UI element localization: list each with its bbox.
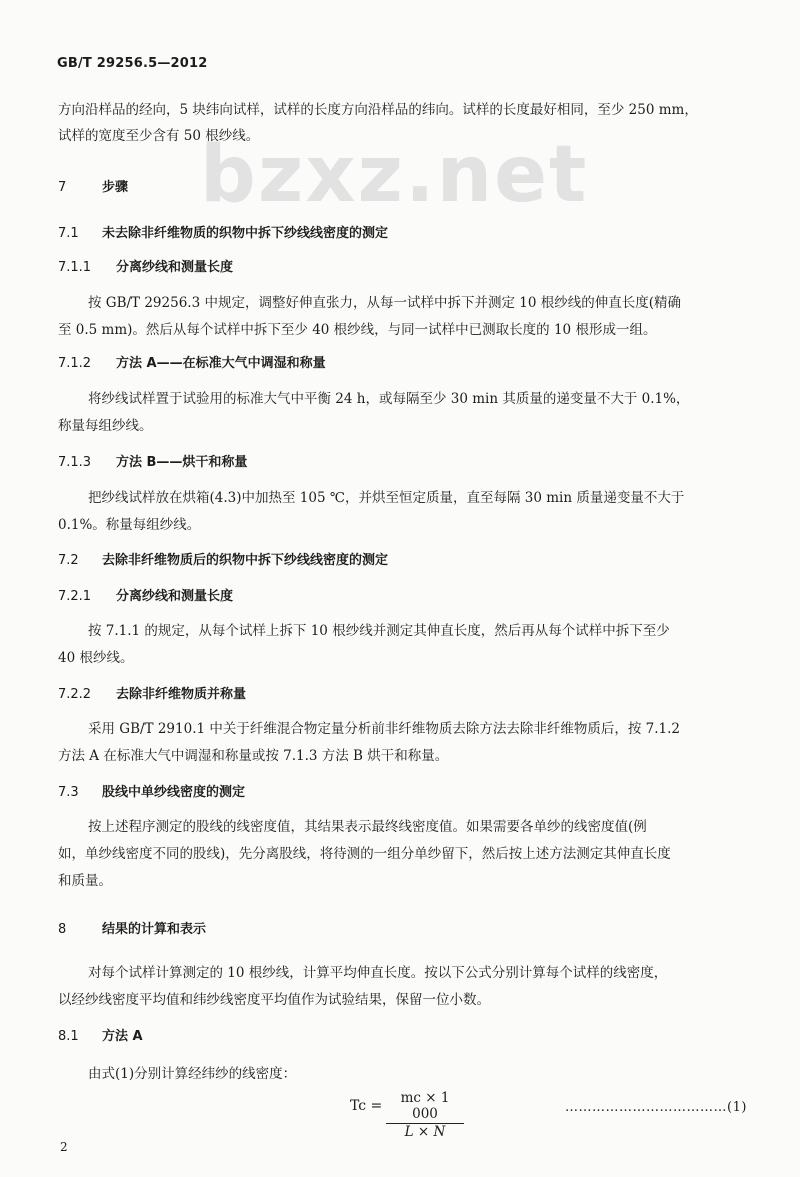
section-title: 去除非纤维物质并称量 (116, 687, 247, 702)
section-title: 股线中单纱线密度的测定 (102, 785, 246, 800)
section-8-1-heading (58, 1025, 143, 1044)
para-7-1-2-line-1: 将纱线试样置于试验用的标准大气中平衡 24 h，或每隔至少 30 min 其质量的递变量不大于 0.1%， (88, 391, 690, 407)
para-7-2-1-line-2: 40 根纱线。 (58, 650, 134, 666)
section-title: 方法 B——烘干和称量 (116, 455, 248, 470)
section-number: 7.1 (58, 226, 79, 241)
para-7-1-3-line-2: 0.1%。称量每组纱线。 (58, 517, 201, 533)
para-7-3-line-1: 按上述程序测定的股线的线密度值，其结果表示最终线密度值。如果需要各单纱的线密度值(例 (88, 819, 647, 835)
para-8-line-2: 以经纱线密度平均值和纬纱线密度平均值作为试验结果，保留一位小数。 (58, 992, 490, 1008)
page-number: 2 (60, 1140, 68, 1154)
watermark: bzxz.net (200, 130, 589, 220)
para-7-1-1-line-1: 按 GB/T 29256.3 中规定，调整好伸直张力，从每一试样中拆下并测定 10 根纱线的伸直长度(精确 (88, 295, 681, 311)
section-title: 步骤 (102, 180, 129, 195)
equation-reference: ………………………………(1) (565, 1100, 747, 1115)
section-title: 未去除非纤维物质的织物中拆下纱线线密度的测定 (102, 226, 389, 241)
para-7-1-1-line-2: 至 0.5 mm)。然后从每个试样中拆下至少 40 根纱线，与同一试样中已测取长度的 10 根形成一组。 (58, 322, 657, 338)
section-number: 7.1.3 (58, 455, 92, 470)
section-number: 7 (58, 180, 67, 195)
para-7-3-line-2: 如，单纱线密度不同的股线)，先分离股线，将待测的一组分单纱留下，然后按上述方法测定其伸直长度 (58, 846, 671, 862)
section-number: 7.2.1 (58, 589, 92, 604)
section-7-1-1-heading (58, 256, 233, 275)
section-8-heading (58, 918, 206, 937)
para-7-2-1-line-1: 按 7.1.1 的规定，从每个试样上拆下 10 根纱线并测定其伸直长度，然后再从每个试样中拆下至少 (88, 623, 670, 639)
section-7-2-heading (58, 549, 388, 568)
section-7-2-2-heading (58, 683, 246, 702)
para-8-1: 由式(1)分别计算经纬纱的线密度： (88, 1066, 297, 1082)
standard-number: GB/T 29256.5—2012 (57, 56, 208, 71)
section-number: 7.2 (58, 553, 79, 568)
section-7-1-2-heading (58, 352, 326, 371)
section-7-heading (58, 176, 128, 195)
section-number: 7.2.2 (58, 687, 92, 702)
section-7-1-heading (58, 222, 388, 241)
section-title: 去除非纤维物质后的织物中拆下纱线线密度的测定 (102, 553, 389, 568)
para-7-2-2-line-1: 采用 GB/T 2910.1 中关于纤维混合物定量分析前非纤维物质去除方法去除非纤维物质后，按 7.1.2 (88, 721, 681, 737)
para-8-line-1: 对每个试样计算测定的 10 根纱线，计算平均伸直长度。按以下公式分别计算每个试样的线密度， (88, 965, 668, 981)
section-7-2-1-heading (58, 585, 233, 604)
section-number: 7.3 (58, 785, 79, 800)
para-7-3-line-3: 和质量。 (58, 873, 112, 889)
formula-numerator: mc × 1 000 (386, 1090, 464, 1124)
section-number: 8 (58, 922, 67, 937)
intro-line-2: 试样的宽度至少含有 50 根纱线。 (58, 128, 260, 144)
section-7-1-3-heading (58, 451, 247, 470)
section-title: 方法 A (102, 1029, 143, 1044)
section-title: 分离纱线和测量长度 (116, 260, 234, 275)
para-7-2-2-line-2: 方法 A 在标准大气中调湿和称量或按 7.1.3 方法 B 烘干和称量。 (58, 748, 449, 764)
section-title: 结果的计算和表示 (102, 922, 207, 937)
para-7-1-3-line-1: 把纱线试样放在烘箱(4.3)中加热至 105 ℃，并烘至恒定质量，直至每隔 30 min 质量递变量不大于 (88, 490, 685, 506)
formula-lhs: Tc = (350, 1098, 383, 1114)
section-title: 分离纱线和测量长度 (116, 589, 234, 604)
formula-1 (350, 1090, 480, 1140)
section-title: 方法 A——在标准大气中调湿和称量 (116, 356, 326, 371)
formula-denominator: L × N (404, 1124, 446, 1140)
para-7-1-2-line-2: 称量每组纱线。 (58, 418, 153, 434)
section-number: 7.1.1 (58, 260, 92, 275)
formula-fraction (386, 1090, 464, 1140)
section-number: 8.1 (58, 1029, 79, 1044)
section-number: 7.1.2 (58, 356, 92, 371)
section-7-3-heading (58, 781, 245, 800)
intro-line-1: 方向沿样品的经向，5 块纬向试样，试样的长度方向沿样品的纬向。试样的长度最好相同，至少 250 mm， (58, 102, 698, 118)
